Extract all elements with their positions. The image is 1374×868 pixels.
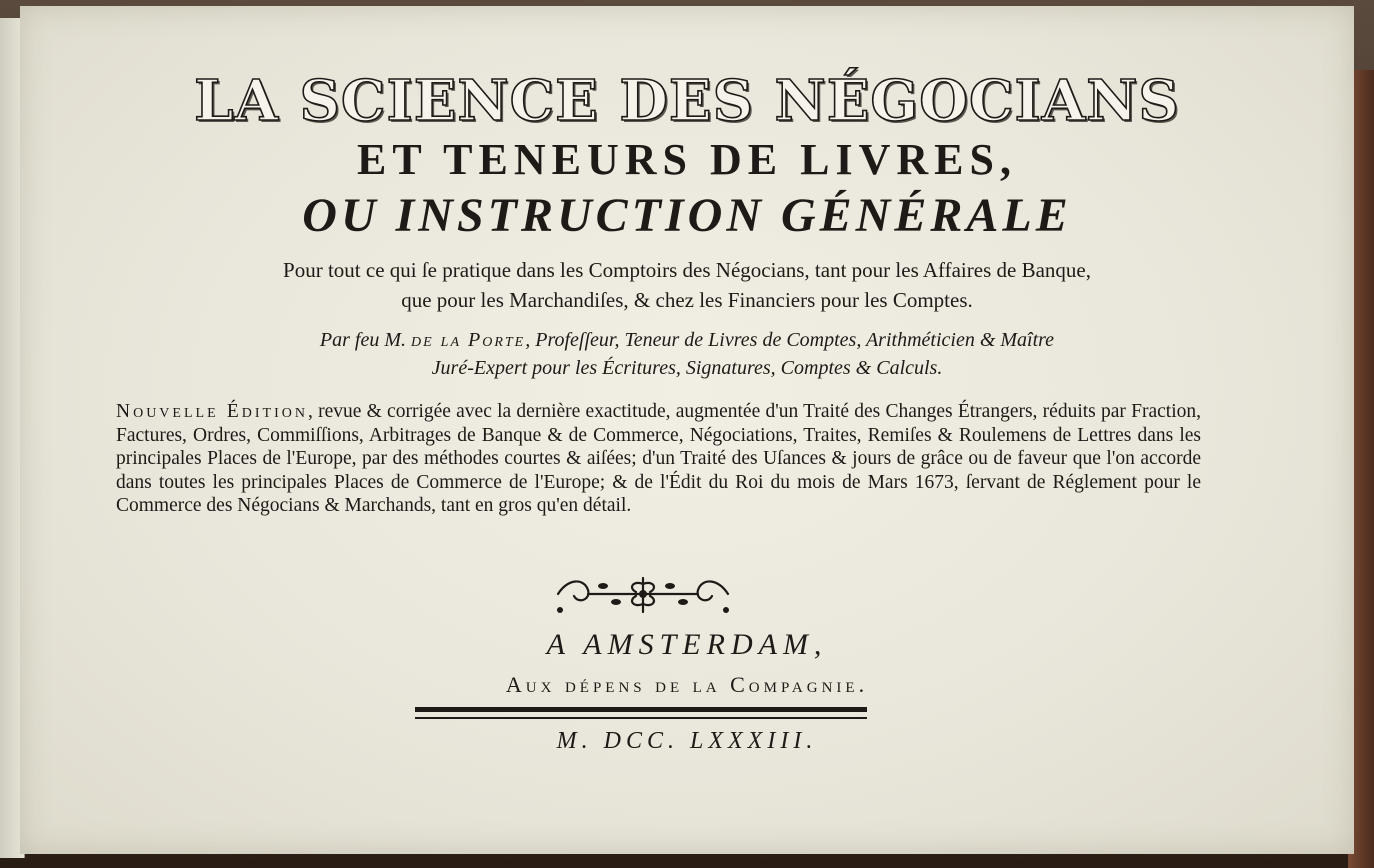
title-page xyxy=(20,6,1354,854)
edition-text: , revue & corrigée avec la dernière exactitude, augmentée d'un Traité des Changes Étrangers, réduits par Fraction, Factures, Ordres, Commiſſions, Arbitrages de Banque & de Commerce, Négociations, Traites, Remiſes & Roulemens de Lettres dans les principales Places de l'Europe, par des méthodes courtes & aiſées; d'un Traité des Uſances & jours de grâce ou de faveur que l'on accorde dans toutes les principales Places de Commerce de l'Europe; & de l'Édit du Roi du mois de Mars 1673, ſervant de Réglement pour le Commerce des Négocians & Marchands, tant en gros qu'en détail. xyxy=(116,401,1201,516)
imprint-date: M. DCC. LXXXIII. xyxy=(556,728,818,754)
author-prefix: Par feu M. xyxy=(319,329,412,351)
author-line-2: Juré-Expert pour les Écritures, Signatures, Comptes & Calculs. xyxy=(431,357,943,379)
imprint-place: A AMSTERDAM, xyxy=(546,628,828,661)
imprint-publisher: Aux dépens de la Compagnie. xyxy=(505,672,869,697)
double-rule-thick xyxy=(415,707,867,712)
author-titles: , Profeſſeur, Teneur de Livres de Comptes, Arithméticien & Maître xyxy=(525,329,1055,351)
author-line-1 xyxy=(20,329,1354,352)
edition-lead: Nouvelle Édition xyxy=(116,401,308,422)
floral-ornament-icon xyxy=(548,570,738,618)
edition-paragraph xyxy=(116,400,1201,518)
main-title: LA SCIENCE DES NÉGOCIANS xyxy=(194,68,1180,134)
double-rule-thin xyxy=(415,717,867,719)
author-name: de la Porte xyxy=(411,329,526,351)
title-line-2: ET TENEURS DE LIVRES, xyxy=(357,135,1017,184)
subtitle-line-2: que pour les Marchandiſes, & chez les Financiers pour les Comptes. xyxy=(401,288,973,312)
title-line-3: OU INSTRUCTION GÉNÉRALE xyxy=(302,189,1072,242)
subtitle-line-1: Pour tout ce qui ſe pratique dans les Comptoirs des Négocians, tant pour les Affaires de Banque, xyxy=(283,258,1091,282)
